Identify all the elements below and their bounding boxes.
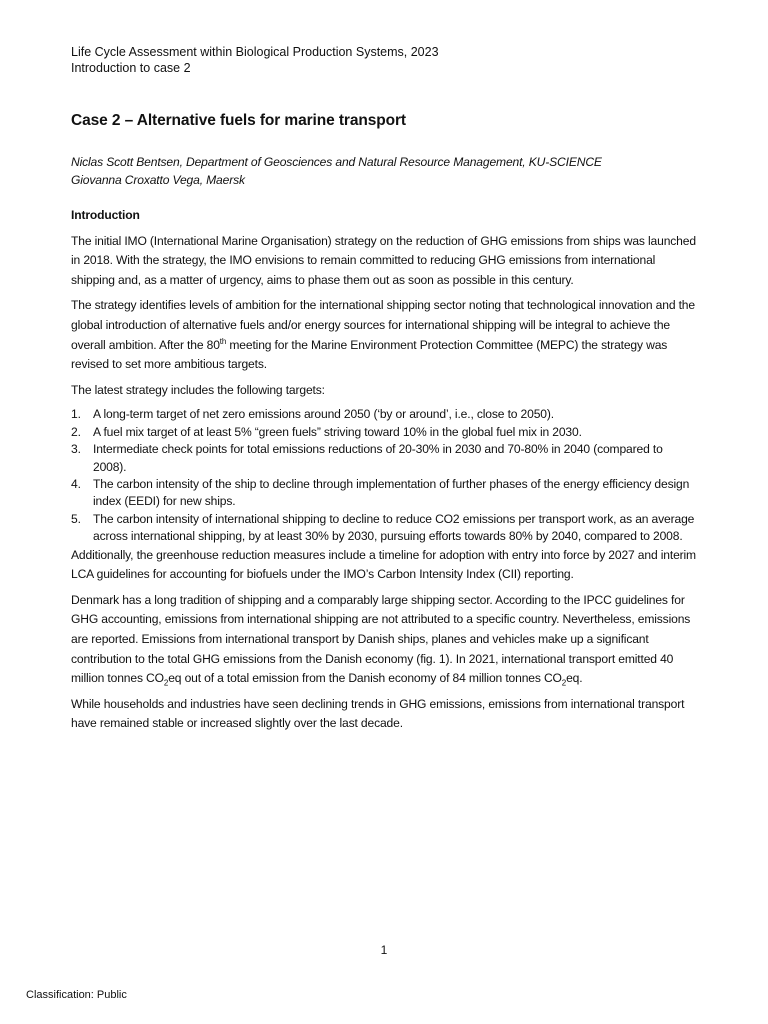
header-course-title: Life Cycle Assessment within Biological Production Systems, 2023 (71, 45, 439, 59)
paragraph: While households and industries have seen declining trends in GHG emissions, emissions from international transport have remained stable or increased slightly over the last decade. (71, 696, 685, 731)
paragraph: The latest strategy includes the following targets: (71, 382, 325, 397)
list-item-text: A long-term target of net zero emissions around 2050 (‘by or around’, i.e., close to 2050). (93, 407, 554, 422)
list-item (71, 406, 697, 423)
list-number: 4. (71, 476, 81, 491)
list-item (71, 476, 697, 511)
subscript: 2 (163, 678, 169, 688)
list-number: 5. (71, 511, 81, 526)
targets-list (71, 406, 697, 545)
paragraph-text: eq. (566, 671, 583, 686)
authors-block (71, 153, 697, 189)
ordinal-superscript: th (219, 336, 227, 346)
main-content (71, 110, 697, 740)
list-item-text: A fuel mix target of at least 5% “green fuels” striving toward 10% in the global fuel mix in 2030. (93, 424, 582, 439)
paragraph: The initial IMO (International Marine Organisation) strategy on the reduction of GHG emissions from ships was launched in 2018. With the strategy, the IMO envisions to remain committed to reducing GHG emissions from international shipping and, as a matter of urgency, aims to phase them out as soon as possible in this century. (71, 233, 696, 287)
list-item (71, 424, 697, 441)
list-item-text: The carbon intensity of international shipping to decline to reduce CO2 emissions per transport work, as an average across international shipping, by at least 30% by 2030, pursuing efforts towards 80% by 2040, compared to 2008. (93, 511, 695, 544)
paragraph: Additionally, the greenhouse reduction measures include a timeline for adoption with entry into force by 2027 and interim LCA guidelines for accounting for biofuels under the IMO’s Carbon Intensity Index (CII) reporting. (71, 547, 696, 582)
paragraph-text: Denmark has a long tradition of shipping and a comparably large shipping sector. According to the IPCC guidelines for GHG accounting, emissions from international shipping are not attributed to a specific country. Nevertheless, emissions are reported. Emissions from international transport by Danish ships, planes and vehicles make up a significant contribution to the total GHG emissions from the Danish economy (fig. 1). In 2021, international transport emitted 40 million tonnes CO (71, 592, 691, 686)
paragraph-text: eq out of a total emission from the Danish economy of 84 million tonnes CO (168, 671, 562, 686)
paragraph (71, 296, 697, 374)
page-number: 1 (380, 943, 388, 957)
classification-label: Classification: Public (26, 989, 127, 1001)
section-heading: Introduction (71, 208, 140, 222)
paragraph-text: meeting for the Marine Environment Protection Committee (MEPC) the strategy was revised to set more ambitious targets. (71, 337, 668, 372)
paragraph-text: The strategy identifies levels of ambition for the international shipping sector noting that technological innovation and the global introduction of alternative fuels and/or energy sources for international shipping will be integral to achieve the overall ambition. After the 80 (71, 298, 695, 352)
list-item-text: Intermediate check points for total emissions reductions of 20-30% in 2030 and 70-80% in 2040 (compared to 2008). (93, 442, 663, 474)
paragraph (71, 591, 697, 689)
author-line: Niclas Scott Bentsen, Department of Geosciences and Natural Resource Management, KU-SCIENCE (71, 155, 602, 169)
document-title: Case 2 – Alternative fuels for marine transport (71, 112, 406, 129)
author-line: Giovanna Croxatto Vega, Maersk (71, 173, 245, 187)
running-header (71, 44, 439, 76)
subscript: 2 (561, 678, 567, 688)
list-item (71, 441, 697, 476)
header-subtitle: Introduction to case 2 (71, 61, 191, 75)
list-number: 1. (71, 407, 81, 422)
list-number: 3. (71, 442, 81, 457)
list-item (71, 511, 697, 546)
list-number: 2. (71, 424, 81, 439)
list-item-text: The carbon intensity of the ship to decline through implementation of further phases of the energy efficiency design index (EEDI) for new ships. (93, 476, 690, 509)
